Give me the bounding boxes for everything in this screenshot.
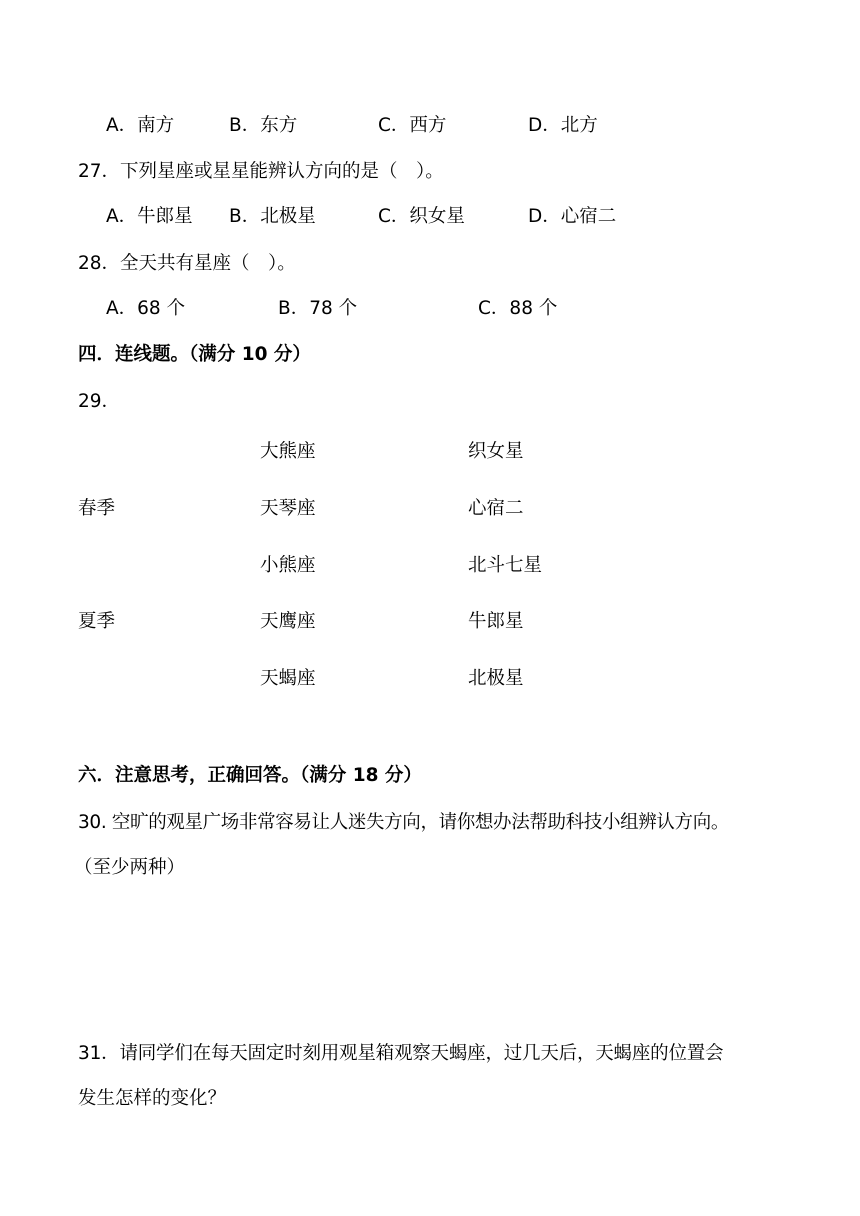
q30-text-line2: （至少两种） <box>74 857 186 878</box>
q28-option-a: A．68 个 <box>106 298 186 319</box>
q28-option-b: B．78 个 <box>278 298 358 319</box>
q26-option-c: C．西方 <box>378 115 447 136</box>
q27-option-a: A．牛郎星 <box>106 206 193 227</box>
star-item[interactable]: 北极星 <box>468 668 524 689</box>
q27-option-c: C．织女星 <box>378 206 465 227</box>
q27-stem: 27．下列星座或星星能辨认方向的是（ ）。 <box>78 161 444 182</box>
q29-label: 29． <box>78 391 121 412</box>
q26-option-b: B．东方 <box>229 115 298 136</box>
section-6-heading: 六．注意思考，正确回答。（满分 18 分） <box>78 765 422 786</box>
section-4-heading: 四．连线题。（满分 10 分） <box>78 344 311 365</box>
constellation-item[interactable]: 天蝎座 <box>260 668 316 689</box>
star-item[interactable]: 心宿二 <box>468 498 524 519</box>
constellation-item[interactable]: 大熊座 <box>260 441 316 462</box>
constellation-item[interactable]: 小熊座 <box>260 555 316 576</box>
star-item[interactable]: 北斗七星 <box>468 555 543 576</box>
constellation-item[interactable]: 天鹰座 <box>260 611 316 632</box>
q31-text-line2: 发生怎样的变化？ <box>78 1088 227 1109</box>
star-item[interactable]: 牛郎星 <box>468 611 524 632</box>
q26-option-a: A．南方 <box>106 115 175 136</box>
q31-text-line1: 31．请同学们在每天固定时刻用观星箱观察天蝎座，过几天后，天蝎座的位置会 <box>78 1043 724 1064</box>
q30-text-line1: 30. 空旷的观星广场非常容易让人迷失方向，请你想办法帮助科技小组辨认方向。 <box>78 812 730 833</box>
q28-option-c: C．88 个 <box>478 298 558 319</box>
season-spring[interactable]: 春季 <box>78 498 116 519</box>
constellation-item[interactable]: 天琴座 <box>260 498 316 519</box>
q26-option-d: D．北方 <box>528 115 598 136</box>
q28-stem: 28．全天共有星座（ ）。 <box>78 253 296 274</box>
season-summer[interactable]: 夏季 <box>78 611 116 632</box>
q27-option-b: B．北极星 <box>229 206 316 227</box>
q27-option-d: D．心宿二 <box>528 206 617 227</box>
star-item[interactable]: 织女星 <box>468 441 524 462</box>
